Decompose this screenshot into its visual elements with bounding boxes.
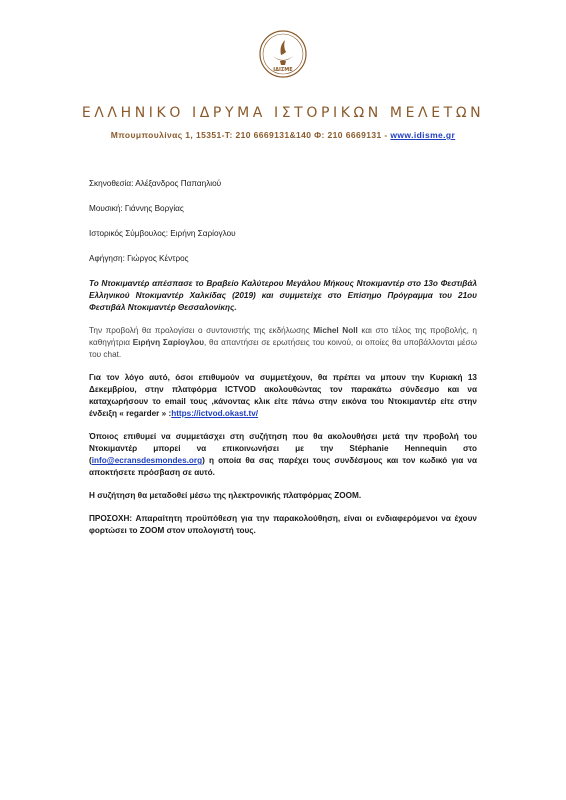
- ictvod-link[interactable]: https://ictvod.okast.tv/: [171, 409, 259, 418]
- idisme-logo: [259, 30, 307, 86]
- award-paragraph: Το Ντοκιμαντέρ απέσπασε το Βραβείο Καλύτερου Μεγάλου Μήκους Ντοκιμαντέρ στο 13ο Φεστιβάλ Ελληνικού Ντοκιμαντέρ Χαλκίδας (2019) και συμμετείχε στο Επίσημο Πρόγραμμα του 21ου Φεστιβάλ Ντοκιμαντέρ Θεσσαλονίκης.: [89, 279, 477, 312]
- credit-director: Σκηνοθεσία: Αλέξανδρος Παπαηλιού: [89, 179, 222, 188]
- credit-historical-advisor: Ιστορικός Σύμβουλος: Ειρήνη Σαρίογλου: [89, 229, 236, 238]
- contact-email-link[interactable]: info@ecransdesmondes.org: [91, 456, 203, 465]
- notice-paragraph: ΠΡΟΣΟΧΗ: Απαραίτητη προϋπόθεση για την παρακολούθηση, είναι οι ενδιαφερόμενοι να έχουν φορτώσει το ZOOM στον υπολογιστή τους.: [89, 514, 477, 535]
- contact-paragraph: Όποιος επιθυμεί να συμμετάσχει στη συζήτηση που θα ακολουθήσει μετά την προβολή του Ντοκιμαντέρ μπορεί να επικοινωνήσει με την Stéphanie Hennequin στο (info@ecransdesmondes.org) η οποία θα σας παρέχει τους συνδέσμους και τον κωδικό για να αποκτήσετε πρόσβαση σε αυτό.: [89, 432, 477, 477]
- document-body: [89, 178, 477, 548]
- professor-name: Ειρήνη Σαρίογλου: [132, 338, 204, 347]
- organization-name: ΕΛΛΗΝΙΚΟ ΙΔΡΥΜΑ ΙΣΤΟΡΙΚΩΝ ΜΕΛΕΤΩΝ: [81, 105, 485, 121]
- intro-paragraph: Την προβολή θα προλογίσει ο συντονιστής της εκδήλωσης Michel Noll και στο τέλος της προβολής, η καθηγήτρια Ειρήνη Σαρίογλου, θα απαντήσει σε ερωτήσεις του κοινού, οι οποίες θα υποβάλλονται μέσω του chat.: [89, 326, 478, 359]
- address-line: [0, 130, 566, 140]
- zoom-paragraph: Η συζήτηση θα μεταδοθεί μέσω της ηλεκτρονικής πλατφόρμας ZOOM.: [89, 491, 362, 500]
- registration-paragraph: Για τον λόγο αυτό, όσοι επιθυμούν να συμμετέχουν, θα πρέπει να μπουν την Κυριακή 13 Δεκεμβρίου, στην πλατφόρμα ICTVOD ακολουθώντας τον παρακάτω σύνδεσμο και να καταχωρήσουν το email τους ,κάνοντας κλικ είτε πάνω στην εικόνα του Ντοκιμαντέρ είτε στην ένδειξη « regarder » :https://ictvod.okast.tv/: [89, 373, 477, 418]
- logo-text: ΙΔΙΣΜΕ: [273, 67, 293, 73]
- moderator-name: Michel Noll: [313, 326, 358, 335]
- credit-music: Μουσική: Γιάννης Βοργίας: [89, 204, 184, 213]
- website-link[interactable]: www.idisme.gr: [390, 130, 456, 140]
- address-text: Μπουμπουλίνας 1, 15351-Τ: 210 6669131&140 Φ: 210 6669131 -: [110, 130, 391, 140]
- credit-narration: Αφήγηση: Γιώργος Κέντρος: [89, 254, 189, 263]
